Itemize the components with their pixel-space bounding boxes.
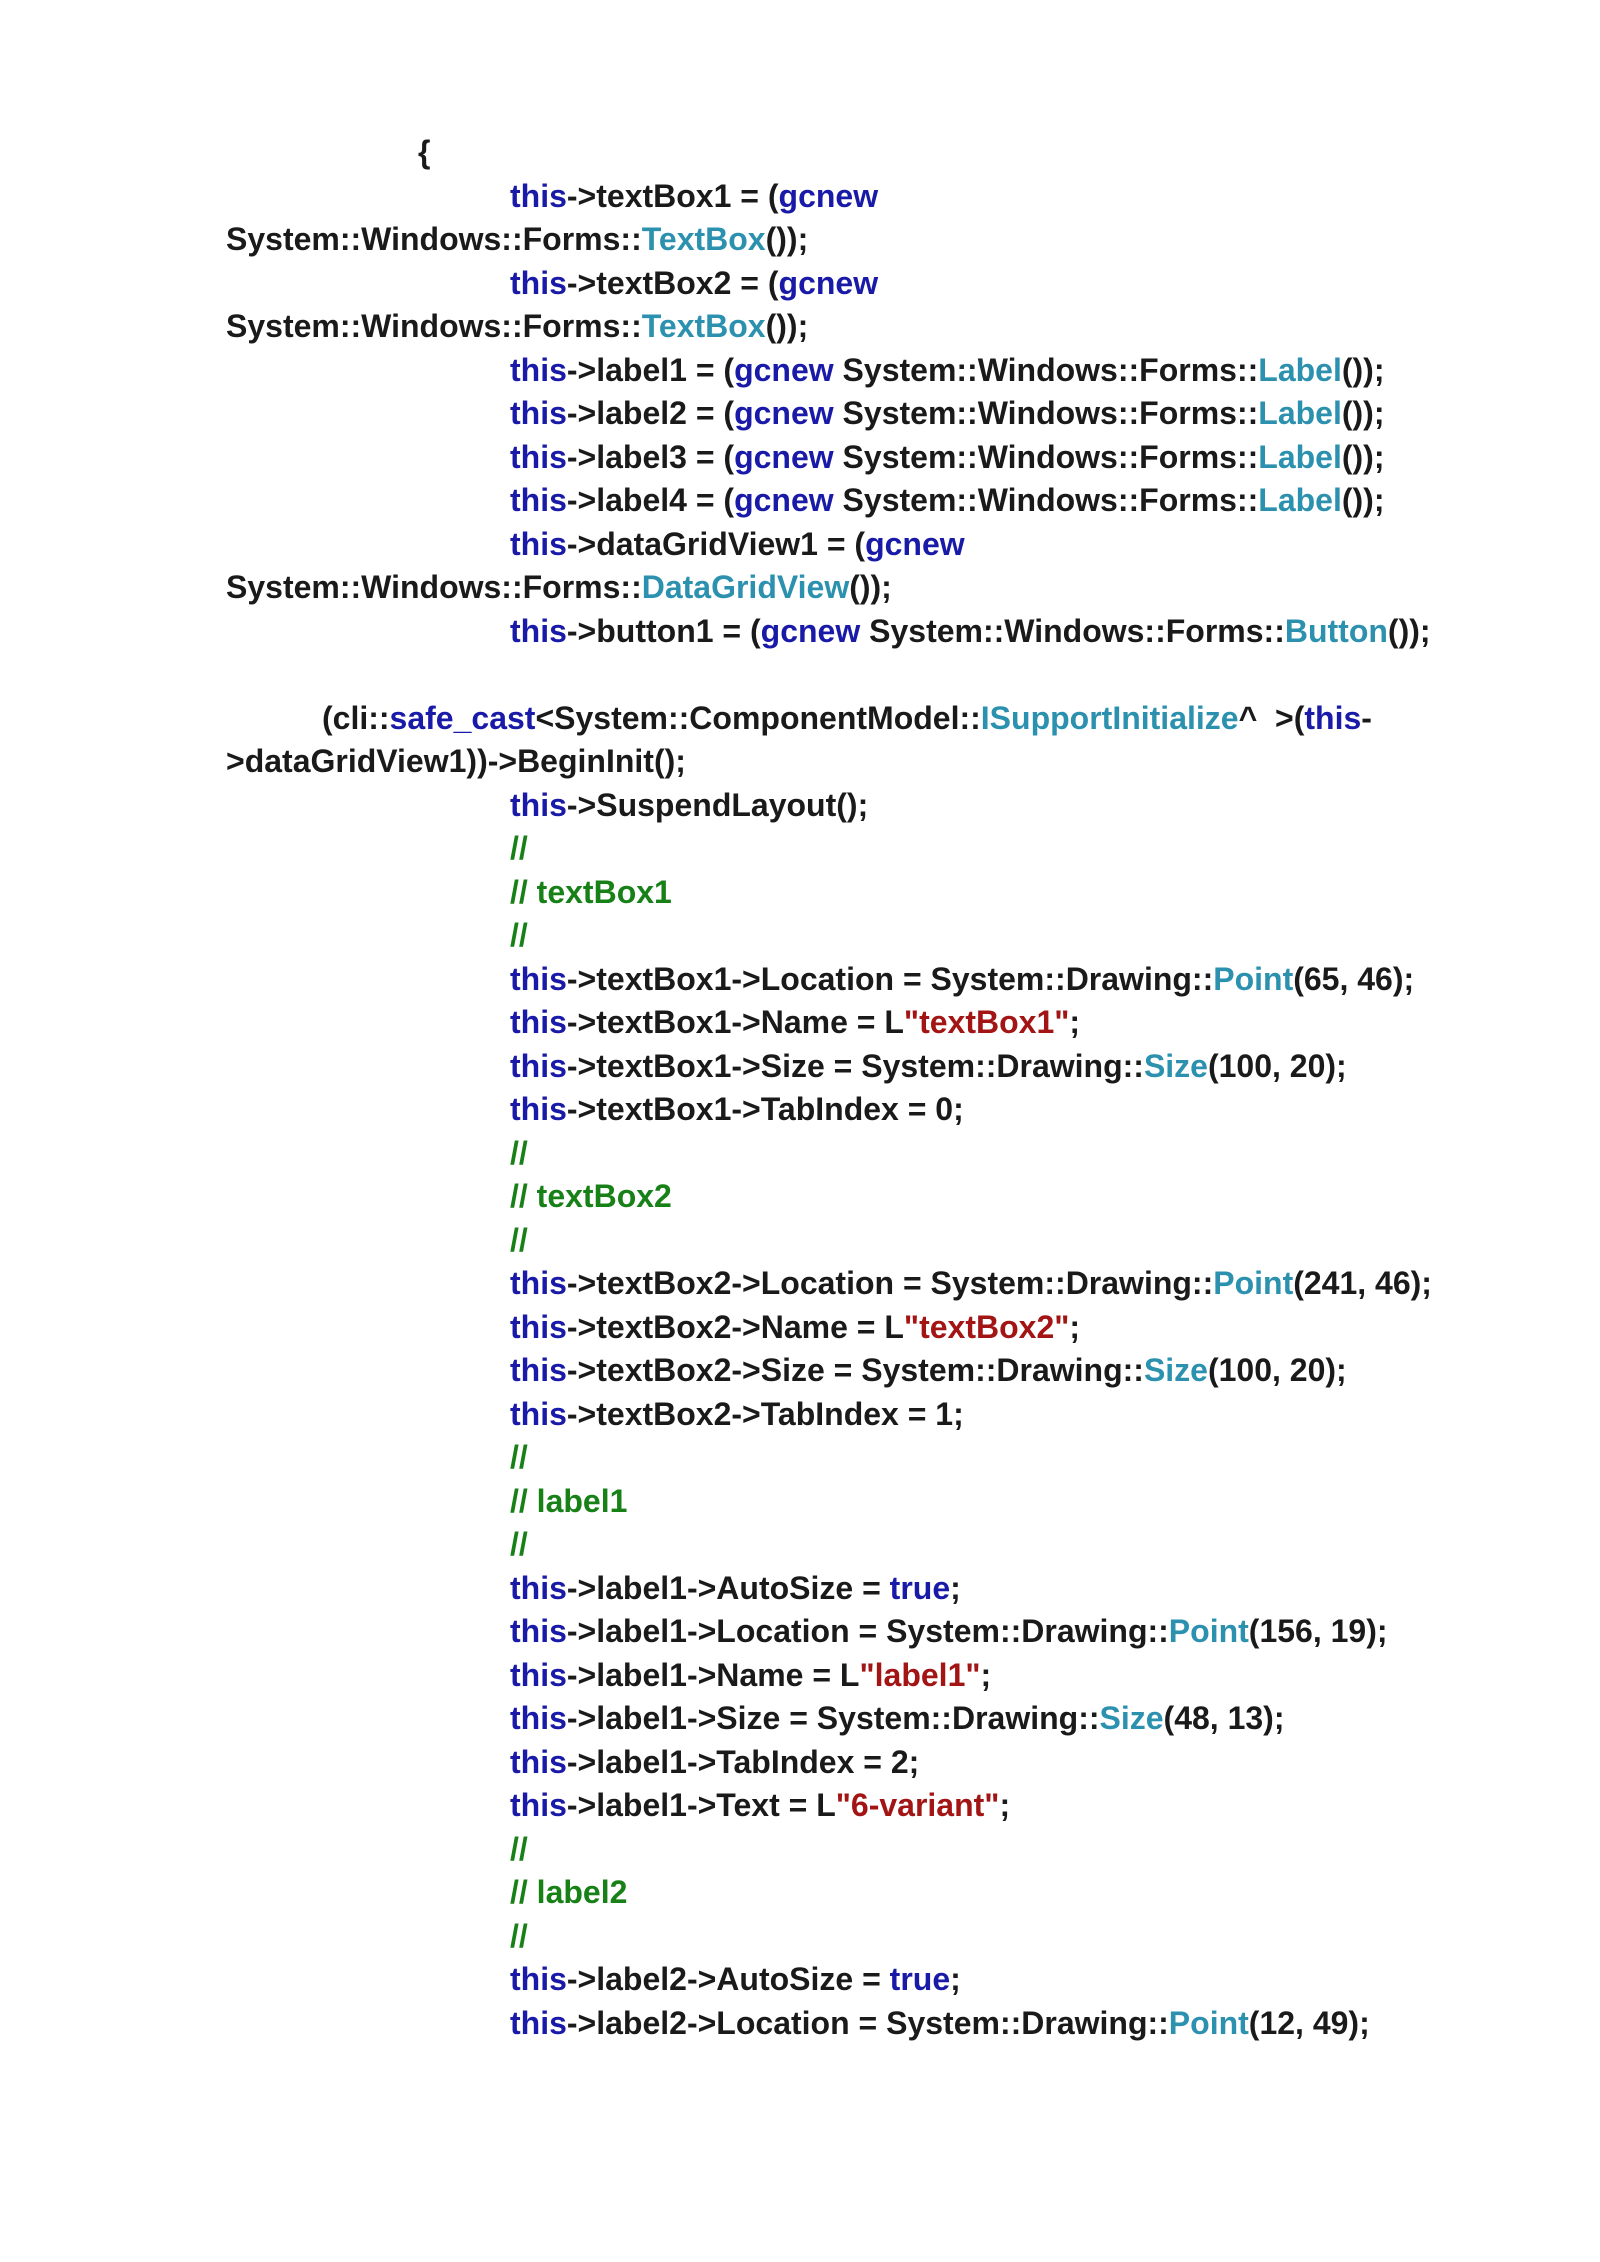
code-keyword: this <box>510 177 567 214</box>
code-line <box>510 1044 1347 1088</box>
code-keyword: this <box>510 1047 567 1084</box>
code-line <box>510 1174 672 1218</box>
code-text: ->textBox2->Location = System::Drawing:: <box>566 1265 1214 1301</box>
code-text: ->label3 = ( <box>566 438 735 475</box>
code-keyword: this <box>510 482 567 518</box>
code-keyword: gcnew <box>734 438 834 475</box>
code-keyword: this <box>510 1308 567 1345</box>
code-line <box>510 1392 964 1436</box>
code-line <box>510 2001 1370 2045</box>
code-text: (12, 49); <box>1248 2004 1370 2041</box>
code-keyword: this <box>510 1700 567 1736</box>
code-line <box>510 1522 528 1566</box>
code-keyword: this <box>510 612 567 649</box>
code-text: ->label1->Size = System::Drawing:: <box>566 1700 1100 1736</box>
code-text: ()); <box>1341 438 1385 475</box>
code-text: System::Windows::Forms:: <box>833 438 1259 475</box>
code-text: ->label2->AutoSize = <box>566 1961 890 1997</box>
code-text: ->SuspendLayout(); <box>566 786 869 823</box>
code-line <box>226 739 686 783</box>
code-line <box>510 1696 1284 1740</box>
code-line <box>510 1914 528 1958</box>
code-text: ->textBox1->Size = System::Drawing:: <box>566 1047 1144 1084</box>
code-text: { <box>418 134 431 170</box>
code-keyword: this <box>510 264 567 301</box>
code-line <box>510 348 1384 392</box>
code-line <box>510 609 1431 653</box>
code-line <box>226 217 808 261</box>
code-line <box>510 870 672 914</box>
code-line <box>510 1218 528 1262</box>
code-line <box>322 696 1372 740</box>
code-keyword: this <box>510 1091 567 1127</box>
code-keyword: gcnew <box>865 525 965 562</box>
code-line <box>510 1740 919 1784</box>
code-text: (100, 20); <box>1207 1047 1347 1084</box>
code-text: (cli:: <box>322 699 390 736</box>
code-line <box>510 1957 961 2001</box>
code-text: System::Windows::Forms:: <box>833 482 1259 518</box>
code-line <box>510 1609 1388 1653</box>
code-comment: // textBox1 <box>510 873 672 910</box>
code-line <box>510 1783 1010 1827</box>
code-text: ()); <box>765 221 809 257</box>
code-line <box>226 565 892 609</box>
code-line <box>510 1653 991 1697</box>
code-text: ->textBox2 = ( <box>566 264 779 301</box>
code-keyword: this <box>510 1395 567 1432</box>
code-text: ->label1->TabIndex = 2; <box>566 1743 920 1780</box>
code-text: ->textBox2->Name = L <box>566 1308 904 1345</box>
code-text: ->label1->Text = L <box>566 1787 836 1823</box>
code-text: ->label2 = ( <box>566 395 735 431</box>
code-text: ->textBox1->TabIndex = 0; <box>566 1091 964 1127</box>
code-text: (100, 20); <box>1207 1352 1347 1388</box>
code-text: ; <box>980 1656 992 1693</box>
code-text: System::Windows::Forms:: <box>860 612 1285 649</box>
code-type: Size <box>1099 1700 1164 1736</box>
code-keyword: this <box>510 395 567 431</box>
code-line <box>510 1435 528 1479</box>
code-line <box>510 174 878 218</box>
code-line <box>510 913 528 957</box>
code-string: "6-variant" <box>835 1787 1000 1823</box>
code-comment: // label1 <box>510 1482 628 1519</box>
code-comment: // <box>510 1221 528 1258</box>
code-type: Button <box>1284 612 1388 649</box>
code-keyword: this <box>1304 699 1362 736</box>
code-keyword: gcnew <box>734 482 834 518</box>
code-comment: // <box>510 1439 528 1475</box>
code-text: ; <box>1069 1308 1081 1345</box>
code-text: ->dataGridView1 = ( <box>566 525 866 562</box>
code-text: ->textBox2->TabIndex = 1; <box>566 1395 964 1432</box>
code-text: ()); <box>765 308 809 344</box>
code-comment: // <box>510 1917 528 1954</box>
code-text: (65, 46); <box>1293 960 1415 997</box>
code-string: "textBox1" <box>903 1004 1070 1040</box>
code-keyword: this <box>510 1961 567 1997</box>
code-comment: // label2 <box>510 1874 628 1910</box>
code-text: ()); <box>1341 351 1385 388</box>
code-line <box>510 1566 961 1610</box>
code-text: System::Windows::Forms:: <box>226 221 642 257</box>
code-text: ^ >( <box>1238 699 1305 736</box>
code-line <box>226 304 808 348</box>
code-type: Point <box>1168 1613 1249 1649</box>
code-text: System::Windows::Forms:: <box>833 351 1259 388</box>
code-text: (156, 19); <box>1248 1613 1388 1649</box>
code-keyword: this <box>510 525 567 562</box>
code-text: System::Windows::Forms:: <box>226 569 642 605</box>
code-keyword: this <box>510 1265 567 1301</box>
code-type: TextBox <box>641 308 766 344</box>
code-keyword: gcnew <box>734 395 834 431</box>
code-line <box>510 391 1384 435</box>
code-type: Label <box>1258 438 1342 475</box>
code-keyword: this <box>510 1569 567 1606</box>
code-keyword: gcnew <box>778 264 879 301</box>
code-keyword: this <box>510 1656 567 1693</box>
code-text: (48, 13); <box>1163 1700 1285 1736</box>
code-line <box>510 478 1384 522</box>
code-text: ; <box>999 1787 1011 1823</box>
code-line <box>510 522 965 566</box>
code-comment: // <box>510 830 528 866</box>
code-line <box>510 826 528 870</box>
code-text: ->textBox2->Size = System::Drawing:: <box>566 1352 1144 1388</box>
code-type: Point <box>1168 2004 1249 2041</box>
code-line <box>510 1827 528 1871</box>
code-line <box>510 261 878 305</box>
code-string: "textBox2" <box>903 1308 1070 1345</box>
code-type: Point <box>1213 1265 1294 1301</box>
code-text: ()); <box>849 569 892 605</box>
code-text: ; <box>1069 1004 1081 1040</box>
code-type: Point <box>1213 960 1294 997</box>
code-text: <System::ComponentModel:: <box>535 699 981 736</box>
code-text: ->label1 = ( <box>566 351 735 388</box>
code-text: - <box>1361 699 1372 736</box>
code-type: DataGridView <box>641 569 850 605</box>
code-type: ISupportInitialize <box>980 699 1239 736</box>
code-keyword: this <box>510 2004 567 2041</box>
code-keyword: safe_cast <box>389 699 536 736</box>
code-keyword: this <box>510 1787 567 1823</box>
code-line <box>418 130 430 174</box>
code-line <box>510 1870 627 1914</box>
code-comment: // <box>510 1830 528 1867</box>
code-line <box>510 783 868 827</box>
code-keyword: gcnew <box>778 177 879 214</box>
code-comment: // textBox2 <box>510 1178 672 1214</box>
code-keyword: this <box>510 438 567 475</box>
code-keyword: true <box>889 1961 951 1997</box>
code-comment: // <box>510 1134 528 1171</box>
code-type: Label <box>1258 482 1342 518</box>
code-keyword: this <box>510 1743 567 1780</box>
code-text: ()); <box>1341 482 1385 518</box>
code-text: (241, 46); <box>1293 1265 1432 1301</box>
code-text: ->textBox1->Location = System::Drawing:: <box>566 960 1214 997</box>
code-text: ->label2->Location = System::Drawing:: <box>566 2004 1169 2041</box>
code-string: "label1" <box>859 1656 981 1693</box>
code-line <box>510 1348 1347 1392</box>
code-type: Label <box>1258 351 1342 388</box>
code-text: ->textBox1->Name = L <box>566 1004 904 1040</box>
code-text: ()); <box>1387 612 1431 649</box>
code-text: ->textBox1 = ( <box>566 177 779 214</box>
code-comment: // <box>510 917 528 953</box>
code-keyword: gcnew <box>734 351 834 388</box>
code-type: Size <box>1143 1352 1208 1388</box>
code-keyword: this <box>510 786 567 823</box>
code-comment: // <box>510 1526 528 1562</box>
code-text: ->label1->AutoSize = <box>566 1569 890 1606</box>
code-type: Size <box>1143 1047 1208 1084</box>
code-text: ; <box>950 1569 961 1606</box>
code-text: ; <box>950 1961 961 1997</box>
code-keyword: this <box>510 1004 567 1040</box>
code-line <box>510 957 1414 1001</box>
code-keyword: this <box>510 351 567 388</box>
code-keyword: this <box>510 1352 567 1388</box>
code-line <box>510 1305 1080 1349</box>
code-text: ->button1 = ( <box>566 612 761 649</box>
code-type: TextBox <box>641 221 766 257</box>
code-type: Label <box>1258 395 1342 431</box>
code-text: ->label1->Name = L <box>566 1656 860 1693</box>
code-keyword: this <box>510 960 567 997</box>
code-line <box>510 1261 1432 1305</box>
code-text: System::Windows::Forms:: <box>833 395 1259 431</box>
code-text: ->label1->Location = System::Drawing:: <box>566 1613 1169 1649</box>
code-line <box>510 435 1384 479</box>
code-line <box>510 1087 964 1131</box>
code-text: ()); <box>1341 395 1385 431</box>
code-text: >dataGridView1))->BeginInit(); <box>226 743 686 779</box>
code-line <box>510 1000 1080 1044</box>
code-text: ->label4 = ( <box>566 482 735 518</box>
code-line <box>510 1479 627 1523</box>
code-line <box>510 1131 528 1175</box>
code-keyword: this <box>510 1613 567 1649</box>
code-keyword: gcnew <box>760 612 861 649</box>
code-keyword: true <box>889 1569 951 1606</box>
code-text: System::Windows::Forms:: <box>226 308 642 344</box>
